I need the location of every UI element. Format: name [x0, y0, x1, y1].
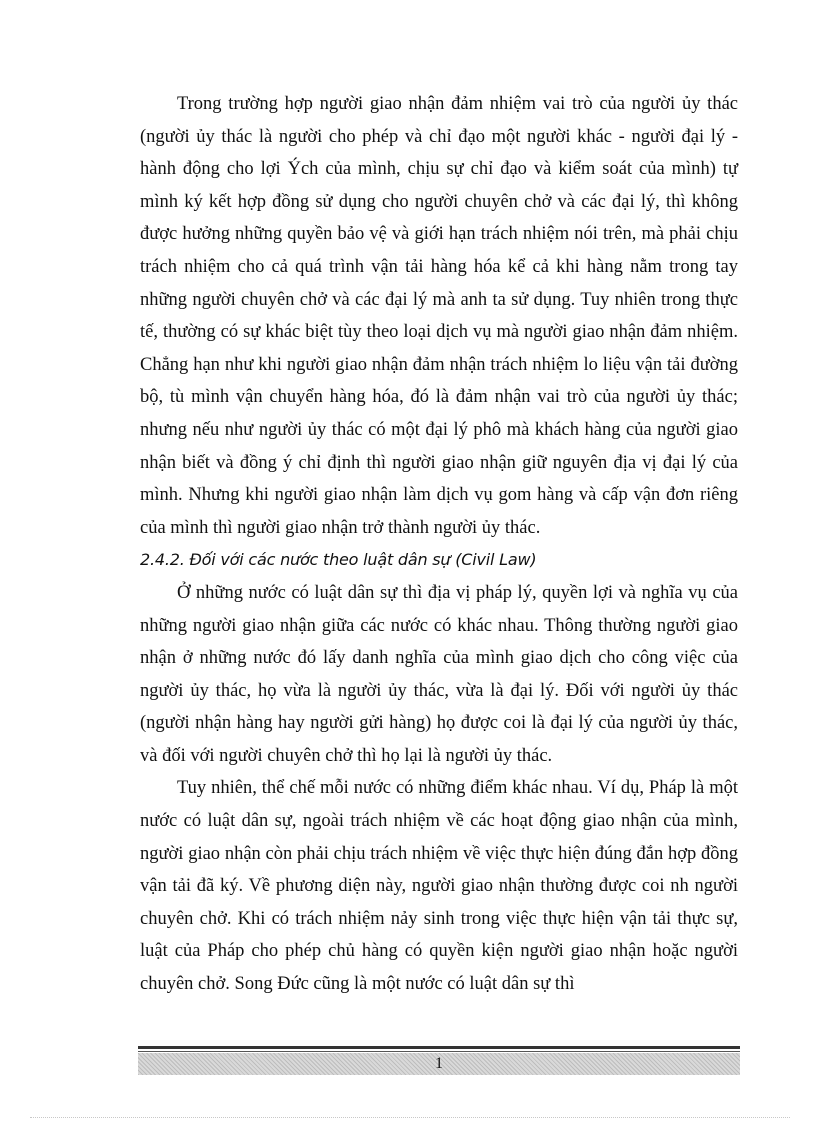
footer-rule-thin [138, 1051, 740, 1052]
page-body [140, 88, 738, 1001]
footer-rule-thick [138, 1046, 740, 1049]
page-number: 1 [435, 1055, 443, 1072]
section-heading-civil-law: 2.4.2. Đối với các nước theo luật dân sự (Civil Law) [140, 550, 537, 570]
paragraph-civil-law-countries: Ở những nước có luật dân sự thì địa vị pháp lý, quyền lợi và nghĩa vụ của những người giao nhận giữa các nước có khác nhau. Thông thường người giao nhận ở những nước đó lấy danh nghĩa của mình giao dịch cho công việc của người ủy thác, họ vừa là người ủy thác, vừa là đại lý. Đối với người ủy thác (người nhận hàng hay người gửi hàng) họ được coi là đại lý của người ủy thác, và đối với người chuyên chở thì họ lại là người ủy thác. [140, 582, 738, 766]
paragraph-principal-role: Trong trường hợp người giao nhận đảm nhiệm vai trò của người ủy thác (người ủy thác là người cho phép và chỉ đạo một người khác - người đại lý - hành động cho lợi Ých của mình, chịu sự chỉ đạo và kiểm soát của mình) tự mình ký kết hợp đồng sử dụng cho người chuyên chở và các đại lý, thì không được hưởng những quyền bảo vệ và giới hạn trách nhiệm nói trên, mà phải chịu trách nhiệm cho cả quá trình vận tải hàng hóa kể cả khi hàng nằm trong tay những người chuyên chở và các đại lý mà anh ta sử dụng. Tuy nhiên trong thực tế, thường có sự khác biệt tùy theo loại dịch vụ mà người giao nhận đảm nhiệm. Chẳng hạn như khi người giao nhận đảm nhận trách nhiệm lo liệu vận tải đường bộ, tù mình vận chuyển hàng hóa, đó là đảm nhận vai trò của người ủy thác; nhưng nếu như người ủy thác có một đại lý phô mà khách hàng của người giao nhận biết và đồng ý chỉ định thì người giao nhận giữ nguyên địa vị đại lý của mình. Nhưng khi người giao nhận làm dịch vụ gom hàng và cấp vận đơn riêng của mình thì người giao nhận trở thành người ủy thác. [140, 94, 738, 538]
page-bottom-divider [30, 1117, 790, 1118]
paragraph-country-differences: Tuy nhiên, thể chế mỗi nước có những điểm khác nhau. Ví dụ, Pháp là một nước có luật dân sự, ngoài trách nhiệm về các hoạt động giao nhận của mình, người giao nhận còn phải chịu trách nhiệm về việc thực hiện đúng đắn hợp đồng vận tải đã ký. Về phương diện này, người giao nhận thường được coi nh người chuyên chở. Khi có trách nhiệm nảy sinh trong việc thực hiện vận tải thực sự, luật của Pháp cho phép chủ hàng có quyền kiện người giao nhận hoặc người chuyên chở. Song Đức cũng là một nước có luật dân sự thì [140, 778, 738, 995]
page-footer [138, 1046, 740, 1076]
